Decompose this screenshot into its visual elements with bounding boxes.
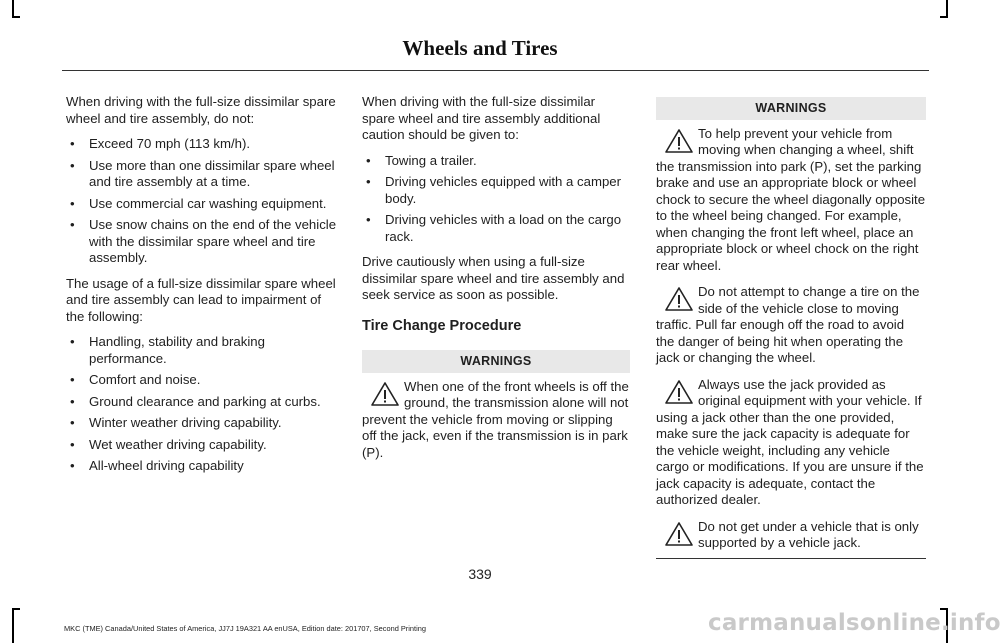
donot-list bbox=[66, 136, 338, 267]
list-item: • Use commercial car washing equipment. bbox=[66, 196, 338, 213]
list-item: • Use more than one dissimilar spare wheel and tire assembly at a time. bbox=[66, 158, 338, 191]
warning-item bbox=[656, 126, 926, 275]
page-title: Wheels and Tires bbox=[402, 36, 558, 60]
list-item: • Driving vehicles equipped with a camper body. bbox=[362, 174, 630, 207]
crop-mark bbox=[12, 16, 20, 18]
warnings-header: WARNINGS bbox=[362, 350, 630, 373]
warning-text: Do not attempt to change a tire on the side of the vehicle close to moving traffic. Pull far enough off the road to avoid the danger of being hit when operating the jack or changing the wheel. bbox=[656, 284, 920, 365]
page-number: 339 bbox=[468, 566, 492, 582]
list-item: • Comfort and noise. bbox=[66, 372, 338, 389]
warning-text: When one of the front wheels is off the ground, the transmission alone will not prevent the vehicle from moving or slipping off the jack, even if the transmission is in park (P). bbox=[362, 378, 629, 460]
column-right bbox=[656, 97, 926, 559]
warnings-divider bbox=[656, 558, 926, 559]
header-divider bbox=[62, 70, 929, 71]
caution-text: When driving with the full-size dissimilar spare wheel and tire assembly additional caution should be given to: bbox=[362, 94, 601, 142]
column-left bbox=[66, 94, 338, 484]
warning-item bbox=[656, 284, 926, 367]
watermark: carmanualsonline.info bbox=[708, 610, 1001, 636]
warning-triangle-icon bbox=[664, 128, 694, 154]
crop-mark bbox=[940, 16, 948, 18]
list-item: • Winter weather driving capability. bbox=[66, 415, 338, 432]
crop-mark bbox=[12, 610, 14, 643]
list-item: • Towing a trailer. bbox=[362, 153, 630, 170]
usage-text: The usage of a full-size dissimilar spare wheel and tire assembly can lead to impairment of the following: bbox=[66, 275, 336, 324]
list-item: • Ground clearance and parking at curbs. bbox=[66, 394, 338, 411]
list-item: • Driving vehicles with a load on the cargo rack. bbox=[362, 212, 630, 245]
crop-mark bbox=[946, 0, 948, 16]
column-middle bbox=[362, 94, 630, 471]
list-item: • Handling, stability and braking performance. bbox=[66, 334, 338, 367]
warning-text: Always use the jack provided as original equipment with your vehicle. If using a jack other than the one provided, make sure the jack capacity is adequate for the vehicle weight, including any vehicle cargo or modifications. If you are unsure if the jack capacity is adequate, contact the authorized dealer. bbox=[656, 376, 924, 507]
list-item: • Exceed 70 mph (113 km/h). bbox=[66, 136, 338, 153]
impairment-list bbox=[66, 334, 338, 475]
caution-list bbox=[362, 153, 630, 246]
warning-triangle-icon bbox=[664, 521, 694, 547]
warning-item bbox=[362, 379, 630, 462]
section-heading: Tire Change Procedure bbox=[362, 317, 522, 334]
warning-item bbox=[656, 519, 926, 552]
intro-text: When driving with the full-size dissimilar spare wheel and tire assembly, do not: bbox=[66, 94, 336, 126]
warning-triangle-icon bbox=[664, 286, 694, 312]
drive-text: Drive cautiously when using a full-size dissimilar spare wheel and tire assembly and seek service as soon as possible. bbox=[362, 254, 625, 302]
list-item: • All-wheel driving capability bbox=[66, 458, 338, 475]
warning-triangle-icon bbox=[370, 381, 400, 407]
crop-mark bbox=[12, 0, 14, 16]
list-item: • Use snow chains on the end of the vehicle with the dissimilar spare wheel and tire assembly. bbox=[66, 217, 338, 267]
warning-item bbox=[656, 377, 926, 509]
list-item: • Wet weather driving capability. bbox=[66, 437, 338, 454]
warning-triangle-icon bbox=[664, 379, 694, 405]
warning-text: To help prevent your vehicle from moving when changing a wheel, shift the transmission into park (P), set the parking brake and use an appropriate block or wheel chock to secure the wheel diagonally opposite to the wheel being changed. For example, when changing the front left wheel, place an appropriate block or wheel chock on the right rear wheel. bbox=[656, 125, 926, 273]
crop-mark bbox=[12, 608, 20, 610]
footer-text: MKC (TME) Canada/United States of America, JJ7J 19A321 AA enUSA, Edition date: 201707, Second Printing bbox=[64, 624, 426, 633]
warnings-header: WARNINGS bbox=[656, 97, 926, 120]
warning-text: Do not get under a vehicle that is only supported by a vehicle jack. bbox=[698, 518, 919, 550]
